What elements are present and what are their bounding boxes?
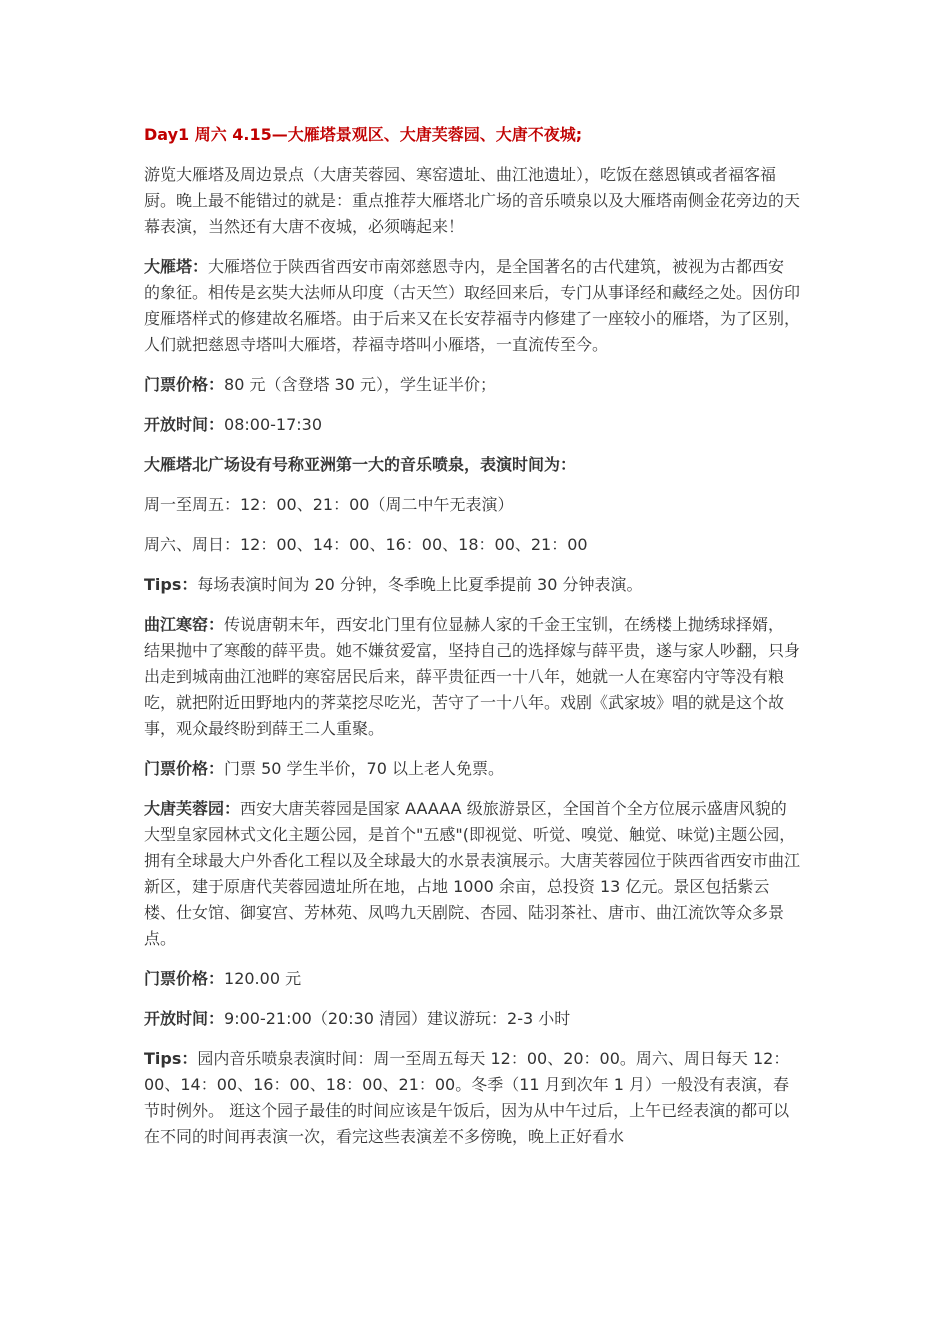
day-heading: Day1 周六 4.15—大雁塔景观区、大唐芙蓉园、大唐不夜城; [144,125,583,144]
fountain-weekend: 周六、周日：12：00、14：00、16：00、18：00、21：00 [144,535,588,554]
dayanta-ticket [144,372,800,398]
hanyao-ticket-label: 门票价格： [144,759,225,778]
dayanta-ticket-label: 门票价格： [144,375,225,394]
furongyuan-label: 大唐芙蓉园： [144,799,241,818]
furongyuan-text: 西安大唐芙蓉园是国家 AAAAA 级旅游景区，全国首个全方位展示盛唐风貌的大型皇家园林式文化主题公园，是首个"五感"(即视觉、听觉、嗅觉、触觉、味觉)主题公园，拥有全球最大户外香化工程以及全球最大的水景表演展示。大唐芙蓉园位于陕西省西安市曲江新区，建于原唐代芙蓉园遗址所在地，占地 1000 余亩，总投资 13 亿元。景区包括紫云楼、仕女馆、御宴宫、芳林苑、凤鸣九天剧院、杏园、陆羽茶社、唐市、曲江流饮等众多景点。 [144,799,801,948]
hanyao-text: 传说唐朝末年，西安北门里有位显赫人家的千金王宝钏，在绣楼上抛绣球择婿，结果抛中了寒酸的薛平贵。她不嫌贫爱富，坚持自己的选择嫁与薛平贵，遂与家人吵翻，只身出走到城南曲江池畔的寒窑居民后来，薛平贵征西一十八年，她就一人在寒窑内守等没有粮吃，就把附近田野地内的荠菜挖尽吃光，苦守了一十八年。戏剧《武家坡》唱的就是这个故事，观众最终盼到薛王二人重聚。 [144,615,801,738]
fountain-title: 大雁塔北广场设有号称亚洲第一大的音乐喷泉，表演时间为： [144,455,577,474]
furongyuan-tips [144,1046,800,1150]
dayanta-paragraph [144,254,800,358]
furongyuan-tips-label: Tips： [144,1049,198,1068]
hanyao-label: 曲江寒窑： [144,615,225,634]
furongyuan-tips-text: 园内音乐喷泉表演时间：周一至周五每天 12：00、20：00。周六、周日每天 12：00、14：00、16：00、18：00、21：00。冬季（11 月到次年 1 月）一般没有表演，春节时例外。 逛这个园子最佳的时间应该是午饭后，因为从中午过后，上午已经表演的都可以在不同的时间再表演一次，看完这些表演差不多傍晚，晚上正好看水 [144,1049,790,1146]
dayanta-hours [144,412,800,438]
fountain-weekday: 周一至周五：12：00、21：00（周二中午无表演） [144,495,514,514]
dayanta-ticket-text: 80 元（含登塔 30 元），学生证半价； [224,375,496,394]
furongyuan-ticket [144,966,800,992]
furongyuan-paragraph [144,796,800,952]
furongyuan-hours-label: 开放时间： [144,1009,225,1028]
dayanta-hours-label: 开放时间： [144,415,225,434]
dayanta-hours-text: 08:00-17:30 [224,415,323,434]
dayanta-text: 大雁塔位于陕西省西安市南郊慈恩寺内，是全国著名的古代建筑，被视为古都西安的象征。相传是玄奘大法师从印度（古天竺）取经回来后，专门从事译经和藏经之处。因仿印度雁塔样式的修建故名雁塔。由于后来又在长安荐福寺内修建了一座较小的雁塔，为了区别，人们就把慈恩寺塔叫大雁塔，荐福寺塔叫小雁塔，一直流传至今。 [144,257,801,354]
dayanta-label: 大雁塔： [144,257,209,276]
fountain-tips [144,572,800,598]
furongyuan-ticket-label: 门票价格： [144,969,225,988]
fountain-tips-text: 每场表演时间为 20 分钟，冬季晚上比夏季提前 30 分钟表演。 [197,575,643,594]
hanyao-paragraph [144,612,800,742]
furongyuan-ticket-text: 120.00 元 [224,969,302,988]
intro-paragraph: 游览大雁塔及周边景点（大唐芙蓉园、寒窑遗址、曲江池遗址），吃饭在慈恩镇或者福客福厨。晚上最不能错过的就是：重点推荐大雁塔北广场的音乐喷泉以及大雁塔南侧金花旁边的天幕表演，当然还有大唐不夜城，必须嗨起来！ [144,165,801,236]
furongyuan-hours-text: 9:00-21:00（20:30 清园）建议游玩：2-3 小时 [224,1009,571,1028]
hanyao-ticket-text: 门票 50 学生半价，70 以上老人免票。 [224,759,504,778]
hanyao-ticket [144,756,800,782]
fountain-tips-label: Tips： [144,575,198,594]
furongyuan-hours [144,1006,800,1032]
